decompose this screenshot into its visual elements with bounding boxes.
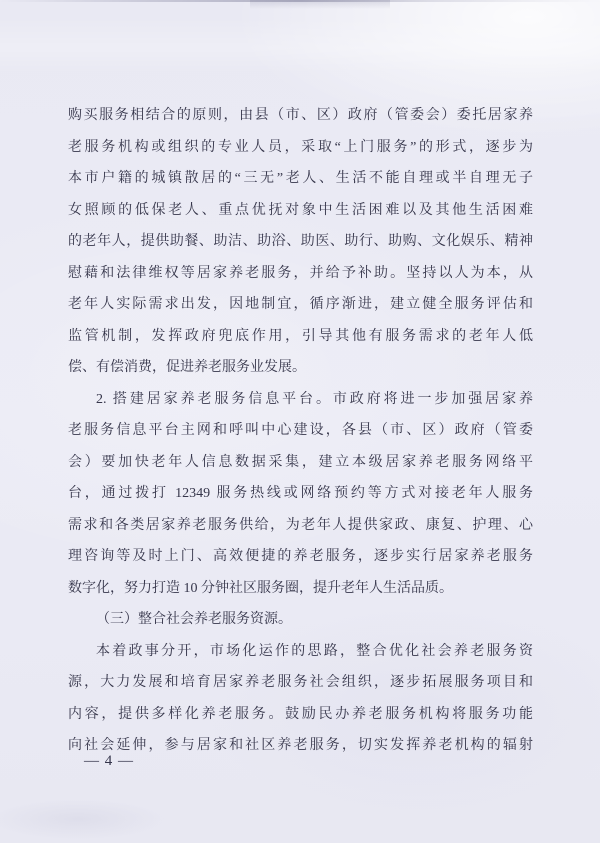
text-line: 内容，提供多样化养老服务。鼓励民办养老服务机构将服务功能 — [68, 706, 533, 722]
text-line: 2. 搭建居家养老服务信息平台。市政府将进一步加强居家养 — [96, 391, 533, 407]
text-line: 理咨询等及时上门、高效便捷的养老服务，逐步实行居家养老服务 — [68, 549, 533, 564]
text-line: 老服务信息平台主网和呼叫中心建设，各县（市、区）政府（管委 — [68, 423, 533, 438]
scan-light-band-artifact — [0, 18, 600, 73]
section-heading-line: （三）整合社会养老服务资源。 — [96, 612, 292, 627]
text-line: 本市户籍的城镇散居的“三无”老人、生活不能自理或半自理无子 — [68, 171, 533, 186]
text-line: 的老年人，提供助餐、助洁、助浴、助医、助行、助购、文化娱乐、精神 — [68, 234, 533, 249]
text-line: 向社会延伸，参与居家和社区养老服务，切实发挥养老机构的辐射 — [68, 738, 533, 753]
text-line: 数字化，努力打造 10 分钟社区服务圈，提升老年人生活品质。 — [68, 580, 453, 596]
scan-smudge-artifact — [250, 0, 390, 9]
text-line: 本着政事分开，市场化运作的思路，整合优化社会养老服务资 — [96, 643, 533, 659]
text-line: 偿、有偿消费，促进养老服务业发展。 — [68, 360, 306, 375]
text-line: 源，大力发展和培育居家养老服务社会组织，逐步拓展服务项目和 — [68, 675, 533, 690]
text-line: 老服务机构或组织的专业人员，采取“上门服务”的形式，逐步为 — [68, 139, 533, 155]
text-line: 需求和各类居家养老服务供给，为老年人提供家政、康复、护理、心 — [68, 517, 533, 533]
scan-corner-shadow-artifact — [0, 798, 168, 840]
page-number: — 4 — — [84, 753, 134, 769]
text-line: 女照顾的低保老人、重点优抚对象中生活困难以及其他生活困难 — [68, 202, 533, 218]
text-line: 老年人实际需求出发，因地制宜，循序渐进，建立健全服务评估和 — [68, 297, 533, 312]
text-line: 会）要加快老年人信息数据采集，建立本级居家养老服务网络平 — [68, 454, 533, 470]
text-line: 购买服务相结合的原则，由县（市、区）政府（管委会）委托居家养 — [68, 108, 533, 123]
text-line: 台，通过拨打 12349 服务热线或网络预约等方式对接老年人服务 — [68, 486, 533, 501]
text-line: 监管机制，发挥政府兜底作用，引导其他有服务需求的老年人低 — [68, 328, 533, 344]
document-body — [68, 100, 533, 762]
text-line: 慰藉和法律维权等居家养老服务，并给予补助。坚持以人为本，从 — [68, 265, 533, 281]
